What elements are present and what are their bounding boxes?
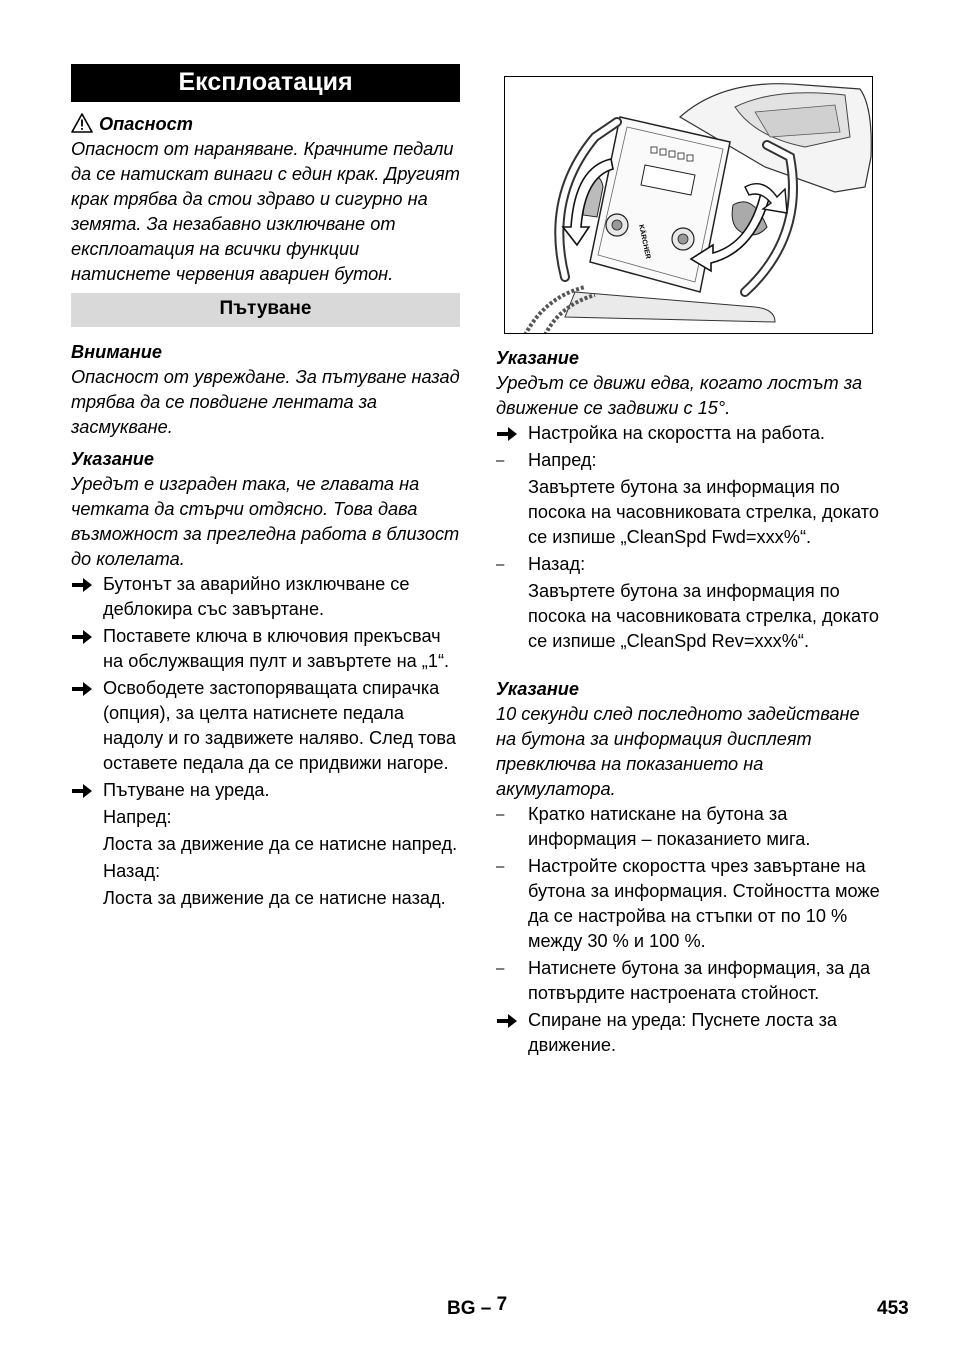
fwd-text: Завъртете бутона за информация по посока на часовниковата стрелка, докато се изпише „CleanSpd Fwd=xxx%“. bbox=[528, 477, 880, 547]
dash-marker: – bbox=[496, 556, 505, 573]
left-column bbox=[71, 64, 460, 913]
dash-marker: – bbox=[496, 858, 505, 875]
note1-text: Уредът се движи едва, когато лостът за движение се задвижи с 15°. bbox=[496, 373, 863, 418]
footer-lang: BG bbox=[447, 1298, 476, 1319]
footer-dash: – bbox=[480, 1298, 492, 1319]
step-item bbox=[496, 1008, 881, 1058]
dash-item bbox=[496, 956, 881, 1006]
dash-item bbox=[496, 854, 881, 954]
machine-drawing bbox=[505, 77, 873, 334]
dash-item-text: Кратко натискане на бутона за информация – показанието мига. bbox=[528, 804, 811, 849]
page-title: Експлоатация bbox=[71, 64, 460, 102]
section-title: Пътуване bbox=[71, 293, 460, 327]
arrow-right-icon bbox=[71, 782, 93, 800]
speed-step-text: Настройка на скоростта на работа. bbox=[528, 423, 825, 443]
dash-item bbox=[496, 802, 881, 852]
stop-step-text: Спиране на уреда: Пуснете лоста за движение. bbox=[528, 1010, 838, 1055]
forward-text: Лоста за движение да се натисне напред. bbox=[103, 834, 458, 854]
arrow-right-icon bbox=[71, 628, 93, 646]
rev-text: Завъртете бутона за информация по посока на часовниковата стрелка, докато се изпише „CleanSpd Rev=xxx%“. bbox=[528, 581, 880, 651]
attention-heading: Внимание bbox=[71, 342, 163, 362]
note2-heading: Указание bbox=[496, 679, 580, 699]
back-text: Лоста за движение да се натисне назад. bbox=[103, 888, 446, 908]
step-text: Бутонът за аварийно изключване се деблокира със завъртане. bbox=[103, 574, 410, 619]
footer-section bbox=[447, 1296, 507, 1321]
dash-marker: – bbox=[496, 960, 505, 977]
step-item bbox=[496, 421, 881, 446]
arrow-right-icon bbox=[496, 1012, 518, 1030]
step-text: Поставете ключа в ключовия прекъсвач на обслужващия пулт и завъртете на „1“. bbox=[103, 626, 450, 671]
arrow-right-icon bbox=[71, 576, 93, 594]
step-text: Пътуване на уреда. bbox=[103, 780, 270, 800]
warning-triangle-icon bbox=[71, 113, 93, 133]
danger-text: Опасност от нараняване. Крачните педали да се натискат винаги с един крак. Другият крак трябва да стои здраво и сигурно на земята. За незабавно изключване от експлоатация на всички функции натиснете червения авариен бутон. bbox=[71, 139, 460, 284]
step-item bbox=[71, 778, 460, 803]
note1-heading: Указание bbox=[496, 348, 580, 368]
arrow-right-icon bbox=[71, 680, 93, 698]
dash-item-text: Настройте скоростта чрез завъртане на бутона за информация. Стойността може да се настройва на стъпки от по 10 % между 30 % и 100 %. bbox=[528, 856, 880, 951]
step-item bbox=[71, 624, 460, 674]
dash-item bbox=[496, 448, 881, 473]
step-item bbox=[71, 572, 460, 622]
note-text: Уредът е изграден така, че главата на четката да стърчи отдясно. Това дава възможност за прегледна работа в близост до колелата. bbox=[71, 474, 460, 569]
dash-item-text: Натиснете бутона за информация, за да потвърдите настроената стойност. bbox=[528, 958, 871, 1003]
forward-label: Напред: bbox=[103, 807, 172, 827]
arrow-right-icon bbox=[496, 425, 518, 443]
rev-label: Назад: bbox=[528, 554, 586, 574]
back-label: Назад: bbox=[103, 861, 161, 881]
note2-text: 10 секунди след последното задействане на бутона за информация дисплеят превключва на показанието на акумулатора. bbox=[496, 704, 860, 799]
attention-text: Опасност от увреждане. За пътуване назад трябва да се повдигне лентата за засмукване. bbox=[71, 367, 460, 437]
figure-brand-label: KÄRCHER bbox=[637, 223, 652, 260]
dash-marker: – bbox=[496, 452, 505, 469]
step-item bbox=[71, 676, 460, 776]
footer-section-number: 7 bbox=[496, 1294, 508, 1315]
dash-item bbox=[496, 552, 881, 577]
step-text: Освободете застопоряващата спирачка (опция), за целта натиснете педала надолу и го задвижете наляво. След това оставете педала да се придвижи нагоре. bbox=[103, 678, 456, 773]
control-panel-illustration bbox=[504, 76, 873, 334]
right-column bbox=[496, 345, 881, 1060]
page-number: 453 bbox=[877, 1298, 909, 1319]
dash-marker: – bbox=[496, 806, 505, 823]
danger-heading bbox=[71, 111, 460, 137]
fwd-label: Напред: bbox=[528, 450, 597, 470]
note-heading: Указание bbox=[71, 449, 155, 469]
danger-heading-text: Опасност bbox=[99, 114, 193, 134]
